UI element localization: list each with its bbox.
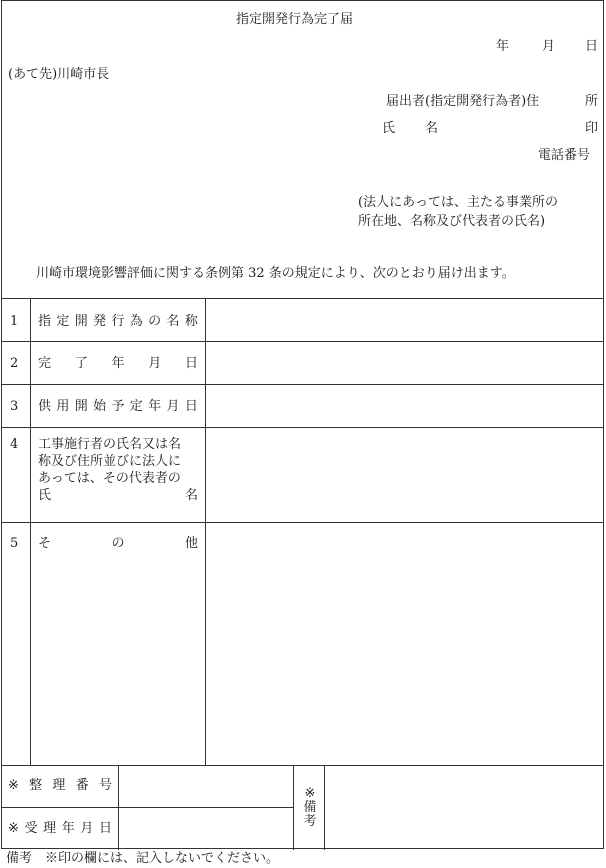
corporate-note-line2: 所在地、名称及び代表者の氏名) — [358, 214, 546, 229]
applicant-address-end: 所 — [585, 94, 599, 109]
remarks-label: ※ 備 考 — [303, 786, 317, 829]
field-label-service-start-date: 供 用 開 始 予 定 年 月 日 — [38, 399, 198, 414]
applicant-address-label: 届出者(指定開発行為者)住 — [386, 94, 540, 109]
footnote: 備考 ※印の欄には、記入しないでください。 — [6, 851, 280, 866]
seal-mark: 印 — [585, 121, 599, 136]
form-title: 指定開発行為完了届 — [236, 12, 354, 27]
row-number: 3 — [10, 399, 19, 414]
field-label-contractor: 工事施行者の氏名又は名 称及び住所並びに法人に あっては、その代表者の 氏 名 — [38, 437, 198, 503]
field-label-completion-date: 完 了 年 月 日 — [38, 356, 198, 371]
date-month: 月 — [542, 39, 556, 54]
reference-number-value — [119, 766, 293, 807]
field-value-other[interactable] — [206, 523, 603, 765]
receipt-date-value — [119, 808, 293, 850]
row-number: 1 — [10, 314, 19, 329]
corporate-note-line1: (法人にあっては、主たる事業所の — [358, 195, 558, 210]
remarks-value — [325, 766, 603, 850]
statement-text: 川崎市環境影響評価に関する条例第 32 条の規定により、次のとおり届け出ます。 — [36, 266, 515, 281]
receipt-date-label: ※ 受 理 年 月 日 — [8, 821, 112, 836]
date-day: 日 — [585, 39, 599, 54]
field-value-service-start-date[interactable] — [206, 385, 603, 427]
applicant-name-2: 名 — [425, 121, 439, 136]
completion-notice-form — [1, 0, 604, 849]
field-label-development-name: 指 定 開 発 行 為 の 名 称 — [38, 314, 198, 329]
addressee: (あて先)川崎市長 — [8, 67, 110, 82]
row-number: 4 — [10, 437, 19, 452]
field-value-completion-date[interactable] — [206, 342, 603, 384]
applicant-name-1: 氏 — [382, 121, 396, 136]
field-value-development-name[interactable] — [206, 299, 603, 341]
field-value-contractor[interactable] — [206, 428, 603, 522]
phone-label: 電話番号 — [538, 148, 591, 163]
row-number: 2 — [10, 356, 19, 371]
date-year: 年 — [496, 39, 510, 54]
reference-number-label: ※ 整 理 番 号 — [8, 778, 112, 793]
row-number: 5 — [10, 536, 19, 551]
field-label-other: そ の 他 — [38, 536, 198, 551]
